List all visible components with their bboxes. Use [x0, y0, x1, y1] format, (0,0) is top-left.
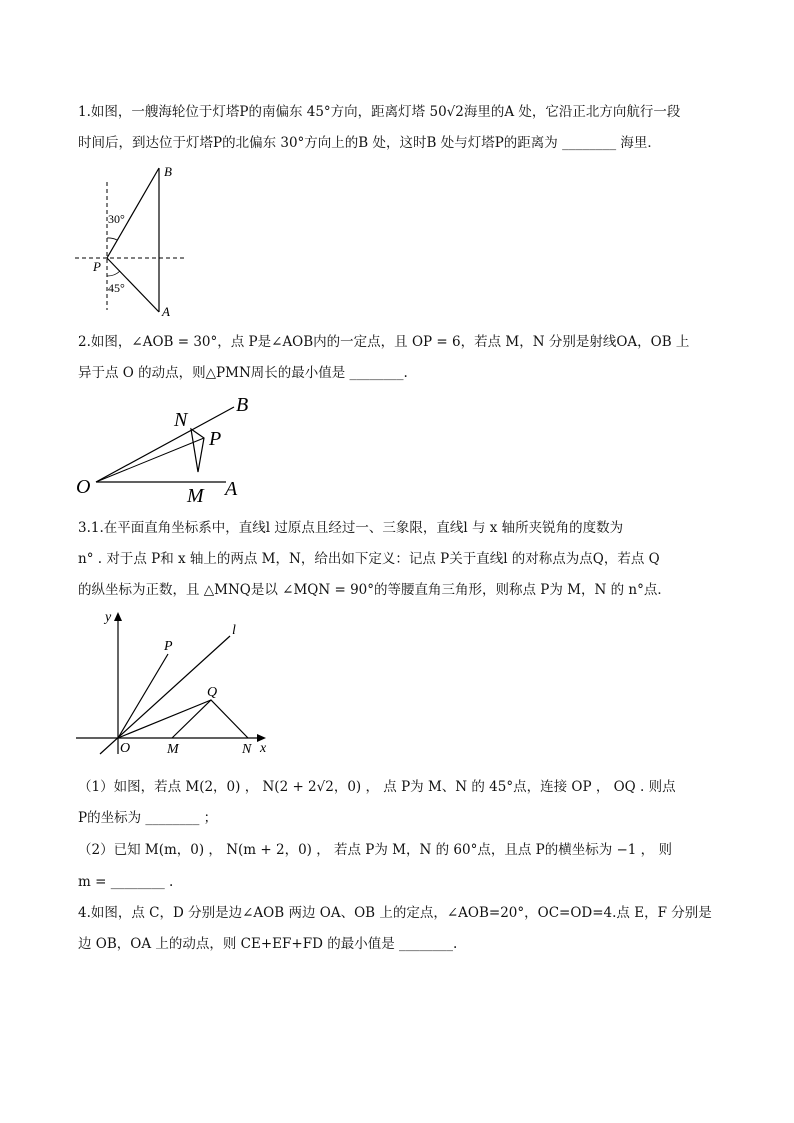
- q1-label-B: B: [164, 164, 172, 179]
- q3-coordinate-figure: [70, 604, 280, 756]
- q3-segment-OP: [118, 654, 168, 738]
- q1-label-A: A: [162, 304, 170, 319]
- q3-label-Q: Q: [207, 685, 218, 700]
- q3-label-y: y: [105, 610, 112, 625]
- q1-angle-arc-45: [107, 271, 120, 276]
- q1-text-line2: 时间后，到达位于灯塔P的北偏东 30°方向上的B 处，这时B 处与灯塔P的距离为 ________ 海里．: [78, 135, 661, 151]
- q3-y-axis-arrow: [114, 612, 122, 621]
- q2-label-A: A: [225, 478, 238, 500]
- q3-label-P: P: [164, 639, 173, 654]
- q3-label-N: N: [242, 742, 252, 756]
- q3-text-line2: n° . 对于点 P和 x 轴上的两点 M，N，给出如下定义：记点 P关于直线l 的对称点为点Q，若点 Q: [78, 551, 660, 567]
- q3-label-x: x: [260, 741, 267, 756]
- q2-label-P: P: [209, 428, 222, 450]
- q3-label-O: O: [120, 741, 131, 756]
- q4-text-line1: 4.如图，点 C，D 分别是边∠AOB 两边 OA、OB 上的定点，∠AOB=20°，OC=OD=4.点 E，F 分别是: [78, 905, 712, 921]
- q1-figure: [70, 160, 190, 325]
- q4-text-line2: 边 OB，OA 上的动点，则 CE+EF+FD 的最小值是 ________.: [78, 936, 458, 952]
- q3-label-M: M: [167, 742, 179, 756]
- q2-text-line1: 2.如图，∠AOB = 30°，点 P是∠AOB内的一定点，且 OP = 6，若点 M，N 分别是射线OA，OB 上: [78, 334, 690, 350]
- q1-label-45: 45°: [108, 281, 125, 295]
- q1-label-P: P: [93, 259, 101, 274]
- q2-triangle-PMN: [191, 429, 204, 472]
- q2-label-O: O: [76, 476, 91, 498]
- q1-label-30: 30°: [108, 212, 125, 226]
- q1-text-line1: 1.如图，一艘海轮位于灯塔P的南偏东 45°方向，距离灯塔 50√2海里的A 处，它沿正北方向航行一段: [78, 104, 681, 120]
- q3-sub1-line2: P的坐标为 ________ ；: [78, 810, 218, 826]
- q3-sub1-line1: （1）如图，若点 M(2，0) ， N(2 + 2√2，0) ， 点 P为 M、N 的 45°点，连接 OP ， OQ . 则点: [78, 779, 676, 795]
- q2-figure: [74, 392, 274, 507]
- q3-sub2-line1: （2）已知 M(m，0) ， N(m + 2，0) ， 若点 P为 M，N 的 60°点，且点 P的横坐标为 −1 ， 则: [78, 842, 672, 858]
- q3-triangle-MQN: [172, 700, 248, 738]
- q2-label-M: M: [187, 485, 204, 507]
- q2-segment-OP: [96, 438, 204, 482]
- q3-label-l: l: [232, 623, 236, 638]
- q2-label-B: B: [236, 394, 249, 416]
- q1-angle-arc-30: [107, 238, 117, 240]
- q3-segment-OQ: [118, 700, 211, 738]
- q3-text-line3: 的纵坐标为正数，且 △MNQ是以 ∠MQN = 90°的等腰直角三角形，则称点 P为 M，N 的 n°点．: [78, 582, 671, 598]
- q2-text-line2: 异于点 O 的动点，则△PMN周长的最小值是 ________.: [78, 365, 408, 381]
- q2-label-N: N: [174, 409, 188, 431]
- q3-text-line1: 3.1.在平面直角坐标系中，直线l 过原点且经过一、三象限，直线l 与 x 轴所夹锐角的度数为: [78, 520, 624, 536]
- q3-sub2-line2: m = ________ .: [78, 874, 174, 890]
